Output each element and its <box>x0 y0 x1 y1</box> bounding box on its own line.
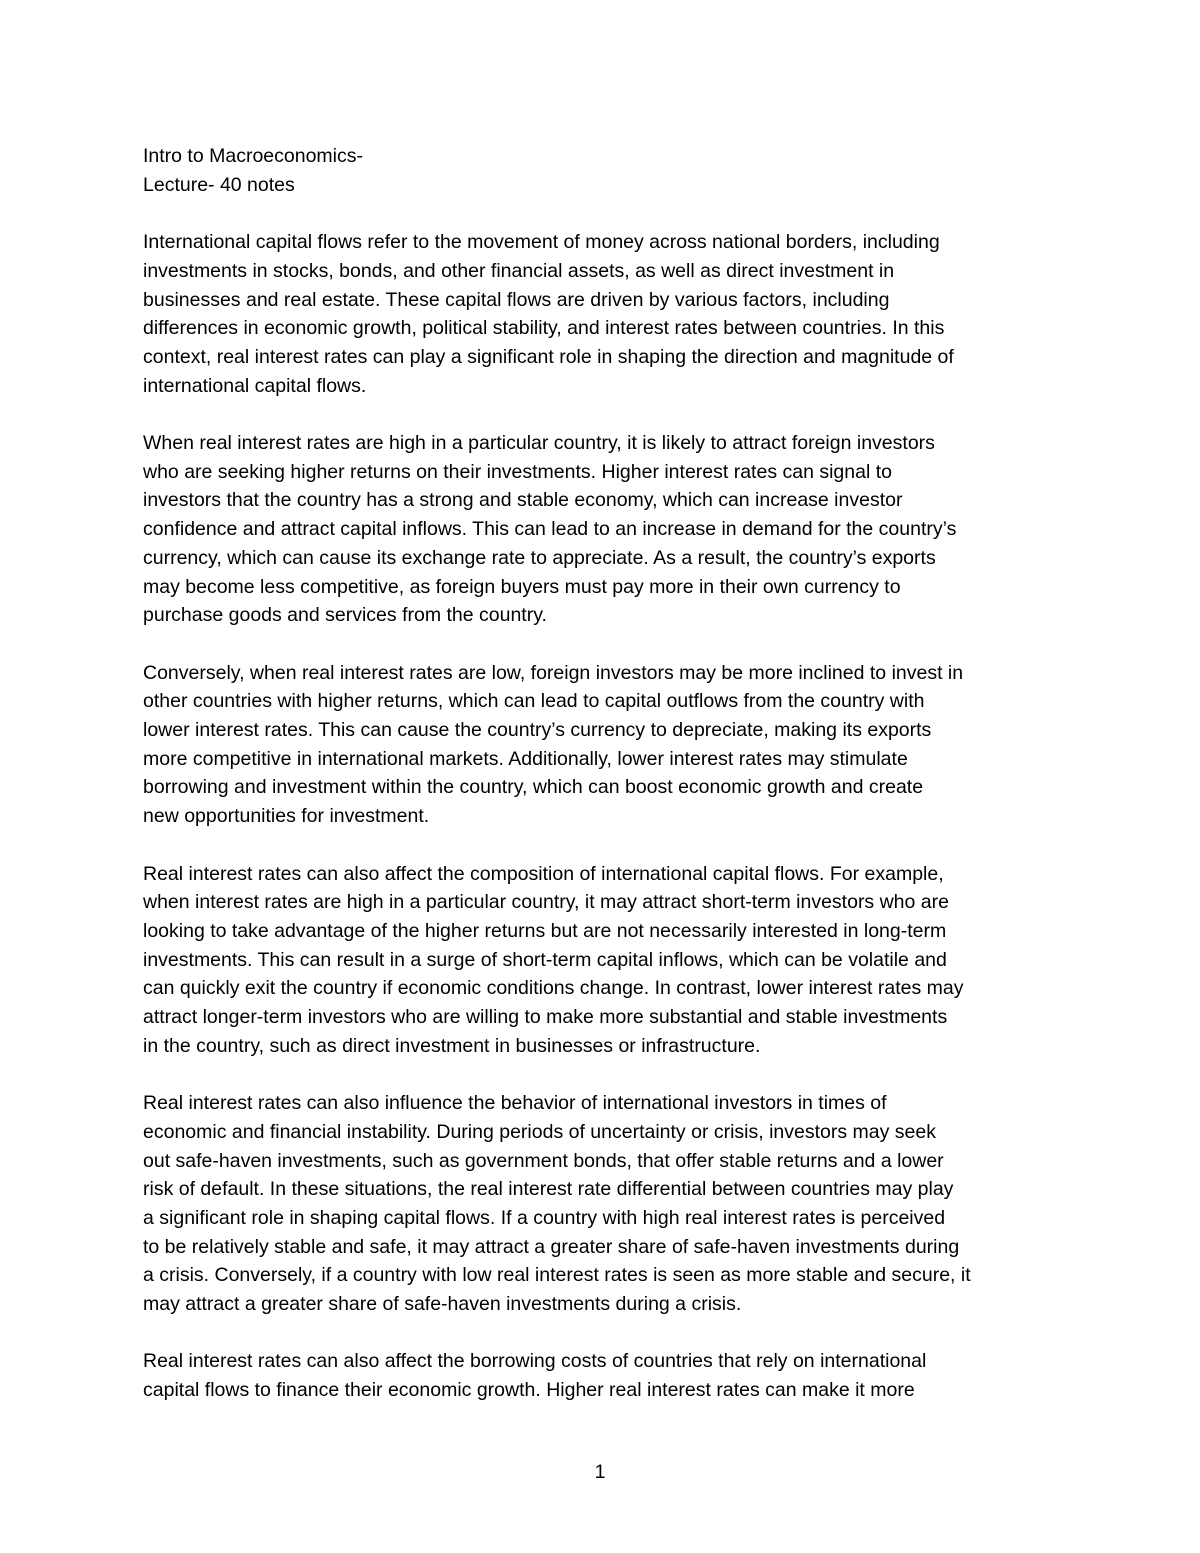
paragraph-line: When real interest rates are high in a particular country, it is likely to attract foreign investors <box>143 432 935 454</box>
paragraph-line: International capital flows refer to the movement of money across national borders, including <box>143 231 940 254</box>
paragraph-line: a crisis. Conversely, if a country with low real interest rates is seen as more stable and secure, it <box>143 1264 971 1287</box>
paragraph-line: international capital flows. <box>143 374 367 397</box>
paragraph-line: in the country, such as direct investment in businesses or infrastructure. <box>143 1034 761 1057</box>
paragraph-line: borrowing and investment within the country, which can boost economic growth and create <box>143 776 924 799</box>
paragraph-line: investors that the country has a strong and stable economy, which can increase investor <box>143 489 903 512</box>
paragraph-line: may become less competitive, as foreign buyers must pay more in their own currency to <box>143 575 901 598</box>
paragraph-line: looking to take advantage of the higher returns but are not necessarily interested in long-term <box>143 919 947 942</box>
paragraph-line: other countries with higher returns, which can lead to capital outflows from the country with <box>143 690 925 713</box>
paragraph-line: attract longer-term investors who are willing to make more substantial and stable investments <box>143 1006 948 1029</box>
paragraph-line: to be relatively stable and safe, it may attract a greater share of safe-haven investments during <box>143 1235 960 1258</box>
paragraph-line: a significant role in shaping capital flows. If a country with high real interest rates is perceived <box>143 1206 946 1229</box>
paragraph-line: risk of default. In these situations, the real interest rate differential between countries may play <box>143 1178 954 1201</box>
paragraph-line: Conversely, when real interest rates are low, foreign investors may be more inclined to invest in <box>143 661 964 684</box>
paragraph-line: when interest rates are high in a particular country, it may attract short-term investors who are <box>143 891 949 914</box>
paragraph-line: Real interest rates can also affect the borrowing costs of countries that rely on international <box>143 1350 927 1373</box>
paragraph-line: new opportunities for investment. <box>143 805 430 828</box>
paragraph-line: out safe-haven investments, such as government bonds, that offer stable returns and a lower <box>143 1149 944 1172</box>
page-number: 1 <box>594 1461 606 1483</box>
paragraph-line: differences in economic growth, political stability, and interest rates between countries. In this <box>143 317 945 340</box>
paragraph-line: may attract a greater share of safe-haven investments during a crisis. <box>143 1293 742 1316</box>
paragraph-line: confidence and attract capital inflows. This can lead to an increase in demand for the country’s <box>143 518 957 541</box>
paragraph <box>143 659 1068 831</box>
paragraph-line: lower interest rates. This can cause the country’s currency to depreciate, making its exports <box>143 719 932 742</box>
document-title: Intro to Macroeconomics- <box>143 145 363 167</box>
paragraph-list <box>143 228 1068 1405</box>
paragraph <box>143 1347 1068 1404</box>
paragraph-line: more competitive in international markets. Additionally, lower interest rates may stimulate <box>143 747 908 770</box>
paragraph-line: can quickly exit the country if economic conditions change. In contrast, lower interest rates may <box>143 977 964 1000</box>
paragraph-line: Real interest rates can also affect the composition of international capital flows. For example, <box>143 862 944 885</box>
paragraph-line: capital flows to finance their economic growth. Higher real interest rates can make it more <box>143 1379 915 1402</box>
paragraph-line: investments in stocks, bonds, and other financial assets, as well as direct investment in <box>143 259 895 282</box>
document-subtitle: Lecture- 40 notes <box>143 173 295 196</box>
paragraph-line: currency, which can cause its exchange rate to appreciate. As a result, the country’s exports <box>143 546 936 569</box>
paragraph-line: purchase goods and services from the country. <box>143 604 547 627</box>
paragraph-line: investments. This can result in a surge of short-term capital inflows, which can be volatile and <box>143 948 947 971</box>
document-body <box>143 142 1068 1434</box>
paragraph-line: businesses and real estate. These capital flows are driven by various factors, including <box>143 288 890 311</box>
title-block <box>143 142 1068 199</box>
paragraph-line: economic and financial instability. During periods of uncertainty or crisis, investors may seek <box>143 1120 936 1143</box>
paragraph <box>143 429 1068 630</box>
paragraph-line: who are seeking higher returns on their investments. Higher interest rates can signal to <box>143 460 892 483</box>
paragraph-line: Real interest rates can also influence the behavior of international investors in times of <box>143 1092 887 1115</box>
paragraph <box>143 860 1068 1061</box>
paragraph <box>143 1089 1068 1319</box>
paragraph-line: context, real interest rates can play a significant role in shaping the direction and magnitude of <box>143 345 954 368</box>
paragraph <box>143 228 1068 400</box>
